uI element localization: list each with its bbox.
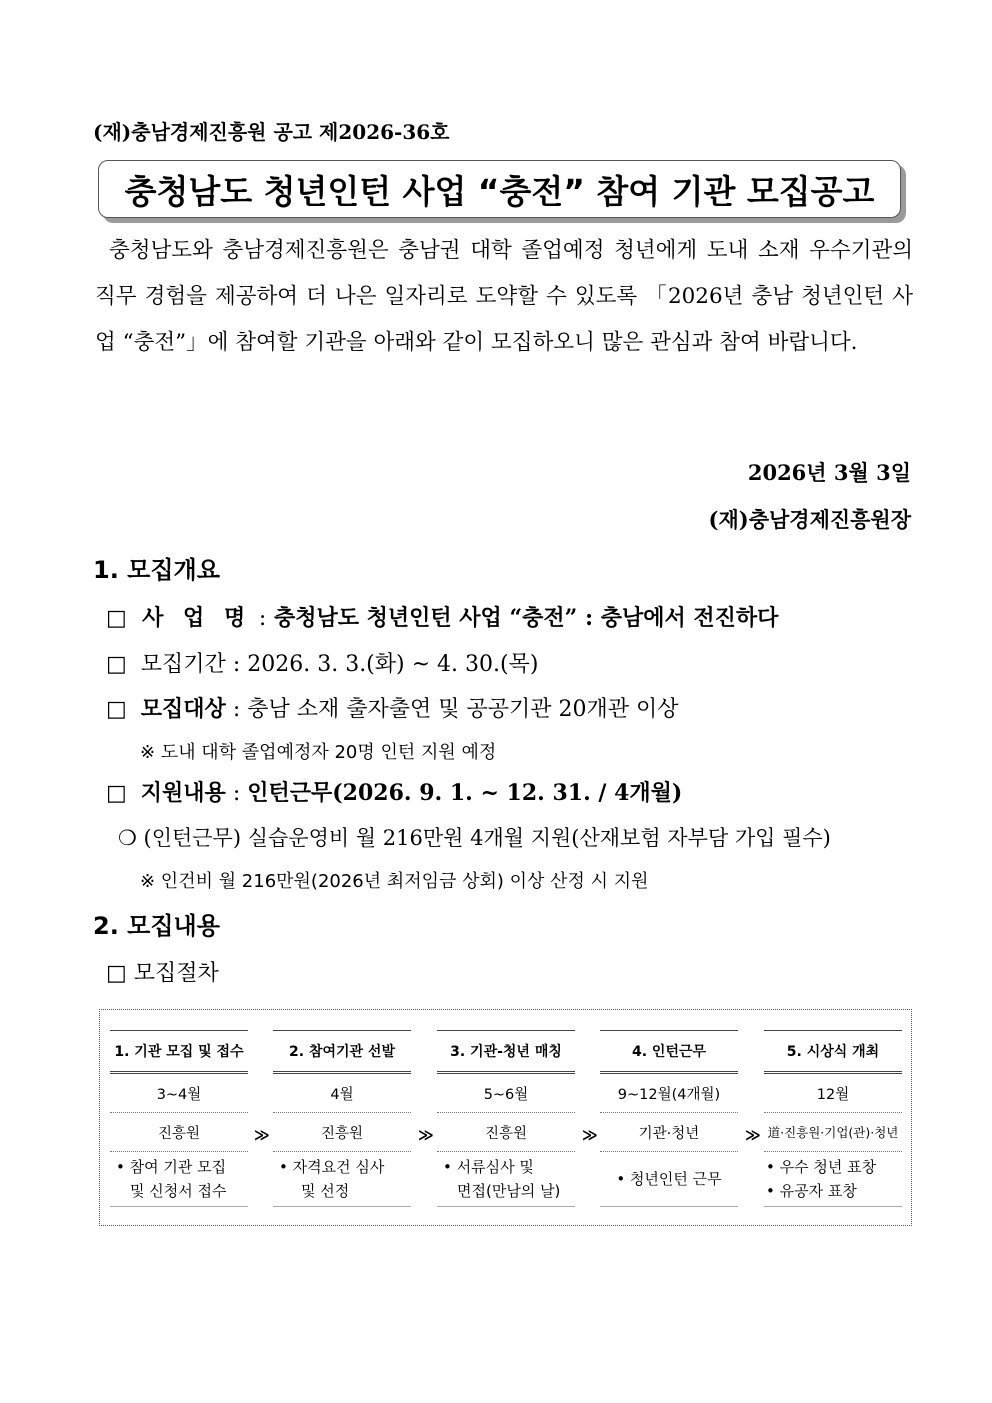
title-box (98, 160, 901, 218)
item-separator: : (232, 652, 241, 677)
overview-item-project (106, 601, 778, 632)
procedure-step-3 (437, 1030, 575, 1207)
step-period: 3~4월 (110, 1074, 248, 1113)
sub-heading-procedure: □ 모집절차 (106, 961, 219, 986)
desc-line: • 참여 기관 모집 (116, 1158, 227, 1176)
procedure-table (99, 1009, 912, 1226)
item-label: 모집대상 (140, 696, 226, 722)
step-period: 12월 (764, 1074, 902, 1113)
item-label: 모집기간 (140, 652, 226, 677)
overview-item-period (106, 647, 538, 678)
overview-item-target (106, 692, 678, 723)
step-title: 4. 인턴근무 (600, 1030, 738, 1074)
step-period: 4월 (273, 1074, 411, 1113)
item-separator: : (258, 606, 267, 631)
desc-line: 면접(만남의 날) (457, 1182, 561, 1200)
procedure-step-5 (764, 1030, 902, 1207)
item-value: 충남 소재 출자출연 및 공공기관 20개관 이상 (247, 697, 679, 722)
step-title: 2. 참여기관 선발 (273, 1030, 411, 1074)
item-separator: : (232, 781, 241, 806)
procedure-step-4 (600, 1030, 738, 1207)
step-owner: 道·진흥원·기업(관)·청년 (764, 1113, 902, 1152)
step-title: 5. 시상식 개최 (764, 1030, 902, 1074)
arrow-icon: ≫ (254, 1126, 270, 1144)
step-owner: 진흥원 (110, 1113, 248, 1152)
step-title: 1. 기관 모집 및 접수 (110, 1030, 248, 1074)
intro-paragraph: 충청남도와 충남경제진흥원은 충남권 대학 졸업예정 청년에게 도내 소재 우수기관의 직무 경험을 제공하여 더 나은 일자리로 도약할 수 있도록 「2026년 충남 청년인턴 사업 “충전”」에 참여할 기관을 아래와 같이 모집하오니 많은 관심과 참여 바랍니다. (95, 238, 913, 355)
issuer-name: (재)충남경제진흥원장 (708, 507, 911, 532)
desc-line: • 청년인턴 근무 (616, 1170, 722, 1188)
notice-date: 2026년 3월 3일 (747, 460, 911, 485)
note-support: ※ 인건비 월 216만원(2026년 최저임금 상회) 이상 산정 시 지원 (140, 871, 649, 892)
support-detail: ❍ (인턴근무) 실습운영비 월 216만원 4개월 지원(산재보험 자부담 가입 필수) (118, 826, 831, 850)
item-label: 사 업 명 (142, 605, 252, 631)
desc-line: 및 선정 (301, 1182, 350, 1200)
item-label: 지원내용 (140, 780, 226, 806)
step-description (764, 1152, 902, 1207)
step-period: 9~12월(4개월) (600, 1074, 738, 1113)
arrow-icon: ≫ (418, 1126, 434, 1144)
desc-line: • 자격요건 심사 (279, 1158, 385, 1176)
procedure-step-2 (273, 1030, 411, 1207)
arrow-icon: ≫ (582, 1126, 598, 1144)
desc-line: • 서류심사 및 (443, 1158, 534, 1176)
item-value: 2026. 3. 3.(화) ~ 4. 30.(목) (247, 652, 539, 677)
desc-line: • 유공자 표창 (766, 1182, 857, 1200)
item-value: 충청남도 청년인턴 사업 “충전” : 충남에서 전진하다 (273, 605, 779, 631)
step-description (273, 1152, 411, 1207)
section-heading-content: 2. 모집내용 (93, 912, 220, 940)
item-value: 인턴근무(2026. 9. 1. ~ 12. 31. / 4개월) (247, 780, 683, 806)
arrow-icon: ≫ (745, 1126, 761, 1144)
desc-line: • 우수 청년 표창 (766, 1158, 877, 1176)
checkbox-icon: □ (106, 605, 127, 631)
note-target: ※ 도내 대학 졸업예정자 20명 인턴 지원 예정 (140, 742, 497, 763)
step-owner: 진흥원 (437, 1113, 575, 1152)
step-owner: 진흥원 (273, 1113, 411, 1152)
step-title: 3. 기관-청년 매칭 (437, 1030, 575, 1074)
notice-number: (재)충남경제진흥원 공고 제2026-36호 (93, 120, 450, 144)
step-description (437, 1152, 575, 1207)
item-separator: : (232, 697, 241, 722)
checkbox-icon: □ (106, 781, 127, 806)
step-description (110, 1152, 248, 1207)
step-period: 5~6월 (437, 1074, 575, 1113)
step-description (600, 1152, 738, 1207)
checkbox-icon: □ (106, 697, 127, 722)
procedure-step-1 (110, 1030, 248, 1207)
step-owner: 기관·청년 (600, 1113, 738, 1152)
desc-line: 및 신청서 접수 (130, 1182, 227, 1200)
overview-item-support (106, 776, 682, 807)
section-heading-overview: 1. 모집개요 (93, 556, 220, 584)
page-title: 충청남도 청년인턴 사업 “충전” 참여 기관 모집공고 (124, 171, 875, 211)
checkbox-icon: □ (106, 652, 127, 677)
